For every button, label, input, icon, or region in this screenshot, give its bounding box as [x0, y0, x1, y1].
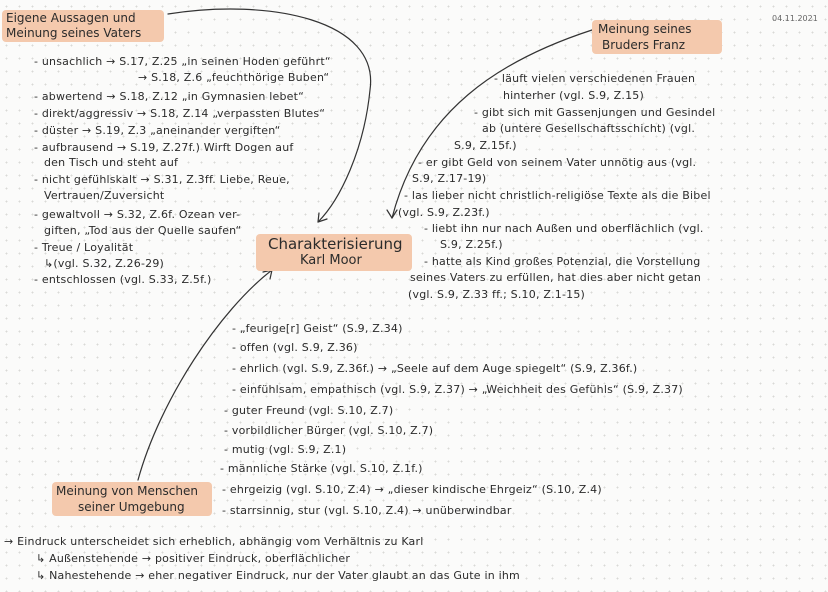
brother-line: (vgl. S.9, Z.33 ff.; S.10, Z.1-15)	[408, 288, 586, 301]
people-line: - ehrgeizig (vgl. S.10, Z.4) → „dieser kindische Ehrgeiz“ (S.10, Z.4)	[222, 483, 602, 496]
people-line: - starrsinnig, stur (vgl. S.10, Z.4) → unüberwindbar	[222, 504, 512, 517]
father-line: - Treue / Loyalität	[34, 241, 134, 254]
brother-line: seines Vaters zu erfüllen, hat dies aber nicht getan	[410, 271, 702, 284]
brother-line: ab (untere Gesellschaftsschicht) (vgl.	[482, 122, 696, 135]
people-line: - „feurige[r] Geist“ (S.9, Z.34)	[232, 322, 403, 335]
brother-heading-line2: Bruders Franz	[602, 38, 685, 52]
people-heading-line2: seiner Umgebung	[78, 500, 185, 514]
brother-line: S.9, Z.15f.)	[454, 139, 517, 152]
brother-line: - las lieber nicht christlich-religiöse Texte als die Bibel	[404, 189, 711, 202]
brother-line: - hatte als Kind großes Potenzial, die Vorstellung	[424, 255, 701, 268]
people-line: - vorbildlicher Bürger (vgl. S.10, Z.7)	[224, 424, 434, 437]
father-heading-line2: Meinung seines Vaters	[6, 26, 142, 40]
people-line: - mutig (vgl. S.9, Z.1)	[224, 443, 347, 456]
brother-line: - gibt sich mit Gassenjungen und Gesindel	[474, 106, 716, 119]
father-line: - düster → S.19, Z.3 „aneinander vergiften“	[34, 124, 281, 137]
father-line: Vertrauen/Zuversicht	[44, 189, 165, 202]
date-label: 04.11.2021	[772, 14, 818, 23]
people-line: - ehrlich (vgl. S.9, Z.36f.) → „Seele auf dem Auge spiegelt“ (S.9, Z.36f.)	[232, 362, 638, 375]
summary-line-close-ones: ↳ Nahestehende → eher negativer Eindruck, nur der Vater glaubt an das Gute in ihm	[36, 569, 520, 582]
main-title: Charakterisierung	[268, 235, 403, 253]
brother-line: (vgl. S.9, Z.23f.)	[398, 206, 490, 219]
father-line: ↳(vgl. S.32, Z.26-29)	[44, 257, 165, 270]
brother-line: - läuft vielen verschiedenen Frauen	[494, 72, 696, 85]
main-subtitle: Karl Moor	[300, 253, 362, 268]
brother-line: S.9, Z.17-19)	[412, 172, 487, 185]
brother-line: S.9, Z.25f.)	[440, 238, 503, 251]
summary-line-main: → Eindruck unterscheidet sich erheblich, abhängig vom Verhältnis zu Karl	[4, 535, 424, 548]
summary-line-outsiders: ↳ Außenstehende → positiver Eindruck, oberflächlicher	[36, 552, 351, 565]
father-line: - gewaltvoll → S.32, Z.6f. Ozean ver-	[34, 208, 241, 221]
father-line: - abwertend → S.18, Z.12 „in Gymnasien lebet“	[34, 90, 305, 103]
father-line: - direkt/aggressiv → S.18, Z.14 „verpassten Blutes“	[34, 107, 326, 120]
father-line: den Tisch und steht auf	[44, 156, 179, 169]
brother-heading-line1: Meinung seines	[598, 22, 692, 36]
father-line: - unsachlich → S.17, Z.25 „in seinen Hoden geführt“	[34, 55, 331, 68]
brother-line: hinterher (vgl. S.9, Z.15)	[503, 89, 644, 102]
father-line: giften, „Tod aus der Quelle saufen“	[44, 224, 242, 237]
brother-line: - liebt ihn nur nach Außen und oberflächlich (vgl.	[424, 222, 704, 235]
people-line: - offen (vgl. S.9, Z.36)	[232, 341, 358, 354]
father-line: → S.18, Z.6 „feuchthörige Buben“	[138, 71, 330, 84]
father-line: - nicht gefühlskalt → S.31, Z.3ff. Liebe, Reue,	[34, 173, 290, 186]
father-line: - entschlossen (vgl. S.33, Z.5f.)	[34, 273, 212, 286]
people-line: - einfühlsam, empathisch (vgl. S.9, Z.37) → „Weichheit des Gefühls“ (S.9, Z.37)	[232, 383, 683, 396]
brother-line: - er gibt Geld von seinem Vater unnötig aus (vgl.	[418, 156, 697, 169]
father-heading-line1: Eigene Aussagen und	[6, 11, 136, 25]
father-line: - aufbrausend → S.19, Z.27f.) Wirft Dogen auf	[34, 141, 294, 154]
people-line: - guter Freund (vgl. S.10, Z.7)	[224, 404, 394, 417]
people-line: - männliche Stärke (vgl. S.10, Z.1f.)	[220, 462, 423, 475]
people-heading-line1: Meinung von Menschen	[56, 484, 198, 498]
